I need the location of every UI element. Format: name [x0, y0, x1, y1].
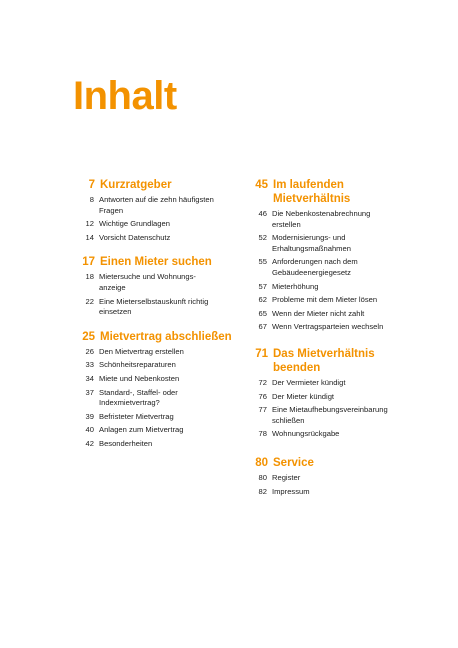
entry-page-number: 67 [258, 322, 267, 332]
toc-entry[interactable] [72, 219, 242, 230]
entry-page-number: 82 [258, 486, 267, 496]
toc-entry[interactable] [245, 322, 415, 333]
entry-page-number: 52 [258, 233, 267, 243]
toc-entry[interactable] [245, 209, 415, 230]
entry-title: Modernisierungs- und Erhaltungsmaßnahmen [272, 233, 351, 253]
section-page-number: 80 [255, 456, 268, 469]
toc-entry[interactable] [72, 412, 242, 423]
toc-entry[interactable] [245, 392, 415, 403]
toc-entry[interactable] [245, 378, 415, 389]
toc-entry[interactable] [72, 388, 242, 409]
toc-left-column [72, 178, 242, 462]
entry-title: Wichtige Grundlagen [99, 219, 170, 229]
toc-entry[interactable] [245, 405, 415, 426]
toc-entry[interactable] [72, 272, 242, 293]
section-page-number: 45 [255, 179, 268, 191]
toc-entry[interactable] [245, 309, 415, 320]
entry-title: Befristeter Mietvertrag [99, 411, 174, 421]
entry-title: Probleme mit dem Mieter lösen [272, 295, 378, 305]
toc-entry[interactable] [72, 374, 242, 385]
entry-title: Eine Mieterselbstauskunft richtig einsetzen [99, 296, 209, 317]
entry-page-number: 46 [258, 209, 267, 218]
entry-page-number: 78 [258, 429, 267, 439]
entry-title: Schönheitsreparaturen [99, 360, 176, 370]
entry-page-number: 42 [85, 438, 94, 448]
entry-page-number: 39 [85, 411, 94, 421]
section-heading[interactable] [72, 255, 242, 269]
entry-title: Wenn Vertragsparteien wechseln [272, 322, 384, 332]
toc-section [72, 178, 242, 243]
entry-title: Eine Mietaufhebungsvereinbarung schließen [272, 405, 388, 425]
entry-page-number: 37 [85, 387, 94, 397]
entry-page-number: 62 [258, 295, 267, 305]
entry-title: Der Mieter kündigt [272, 391, 335, 401]
section-heading[interactable] [245, 456, 415, 470]
section-page-number: 17 [82, 256, 95, 269]
section-page-number: 25 [82, 330, 95, 343]
toc-entry[interactable] [72, 360, 242, 371]
section-title: Kurzratgeber [100, 179, 172, 191]
entry-title: Miete und Nebenkosten [99, 373, 180, 383]
toc-entry[interactable] [245, 429, 415, 440]
entry-page-number: 22 [85, 296, 94, 306]
entry-page-number: 40 [85, 425, 94, 435]
section-heading[interactable] [245, 178, 415, 206]
entry-title: Besonderheiten [99, 438, 153, 448]
entry-page-number: 77 [258, 405, 267, 415]
section-title: Mietvertrag abschließen [100, 330, 232, 343]
section-page-number: 71 [255, 347, 268, 360]
section-title: Im laufenden Mietverhältnis [273, 179, 351, 205]
entry-title: Impressum [272, 486, 310, 496]
toc-section [245, 456, 415, 497]
toc-entry[interactable] [245, 282, 415, 293]
entry-page-number: 65 [258, 308, 267, 318]
toc-entry[interactable] [72, 347, 242, 358]
toc-entry[interactable] [72, 439, 242, 450]
entry-title: Vorsicht Datenschutz [99, 232, 171, 242]
toc-section [72, 330, 242, 450]
toc-entry[interactable] [245, 473, 415, 484]
entry-page-number: 18 [85, 272, 94, 282]
entry-title: Standard-, Staffel- oder Indexmietvertrag? [99, 387, 178, 408]
entry-title: Anlagen zum Mietvertrag [99, 425, 184, 435]
entry-page-number: 76 [258, 391, 267, 401]
entry-title: Antworten auf die zehn häufigsten Fragen [99, 195, 214, 215]
section-title: Service [273, 456, 314, 469]
section-page-number: 7 [88, 179, 95, 191]
entry-title: Wenn der Mieter nicht zahlt [272, 308, 365, 318]
toc-section [245, 347, 415, 440]
entry-title: Anforderungen nach dem Gebäudeenergiegesetz [272, 257, 358, 277]
entry-page-number: 8 [89, 195, 94, 204]
page-title: Inhalt [73, 74, 177, 118]
entry-title: Mieterhöhung [272, 281, 319, 291]
entry-page-number: 72 [258, 377, 267, 387]
entry-title: Die Nebenkostenabrechnung erstellen [272, 209, 371, 229]
entry-page-number: 57 [258, 281, 267, 291]
section-title: Einen Mieter suchen [100, 256, 212, 269]
entry-page-number: 26 [85, 346, 94, 356]
entry-title: Der Vermieter kündigt [272, 377, 346, 387]
section-heading[interactable] [72, 178, 242, 192]
entry-title: Mietersuche und Wohnungs-anzeige [99, 272, 196, 292]
section-heading[interactable] [245, 347, 415, 375]
toc-section [72, 255, 242, 317]
entry-page-number: 14 [85, 232, 94, 242]
toc-section [245, 178, 415, 333]
toc-entry[interactable] [72, 233, 242, 244]
toc-entry[interactable] [245, 295, 415, 306]
entry-page-number: 33 [85, 360, 94, 370]
section-title: Das Mietverhältnis beenden [273, 347, 375, 374]
entry-title: Wohnungsrückgabe [272, 429, 340, 439]
entry-title: Den Mietvertrag erstellen [99, 346, 184, 356]
entry-page-number: 34 [85, 373, 94, 383]
section-heading[interactable] [72, 330, 242, 344]
toc-entry[interactable] [72, 425, 242, 436]
toc-entry[interactable] [72, 195, 242, 216]
toc-entry[interactable] [72, 297, 242, 318]
entry-title: Register [272, 472, 301, 482]
toc-entry[interactable] [245, 487, 415, 498]
toc-right-column [245, 178, 415, 509]
entry-page-number: 80 [258, 472, 267, 482]
entry-page-number: 12 [85, 219, 94, 229]
toc-entry[interactable] [245, 233, 415, 254]
toc-entry[interactable] [245, 257, 415, 278]
entry-page-number: 55 [258, 257, 267, 267]
